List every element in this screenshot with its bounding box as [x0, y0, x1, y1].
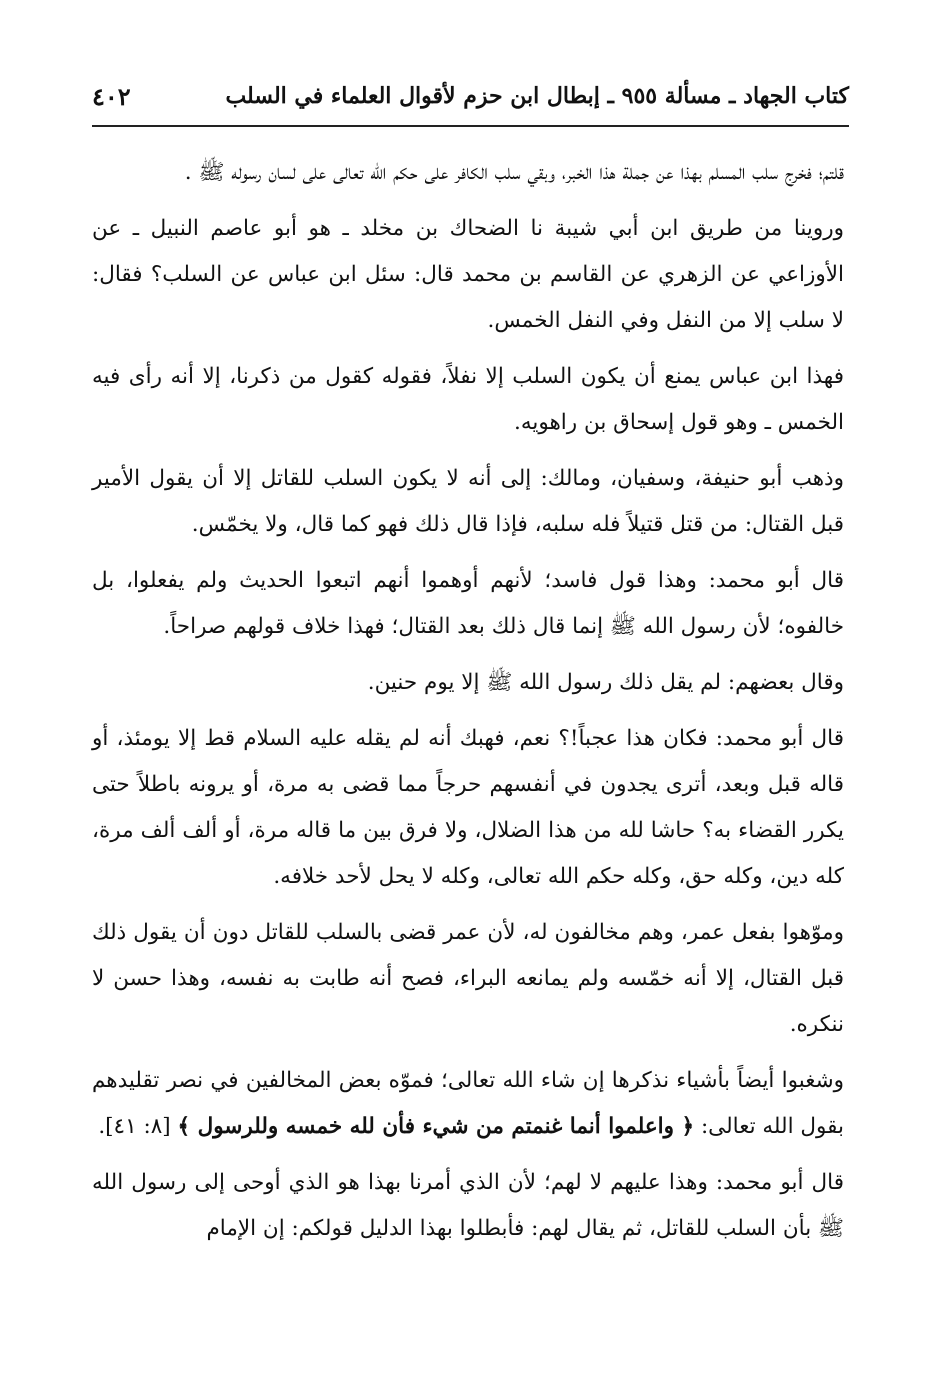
paragraph: قال أبو محمد: وهذا قول فاسد؛ لأنهم أوهموا أنهم اتبعوا الحديث ولم يفعلوا، بل خالفوه؛ لأن رسول الله ﷺ إنما قال ذلك بعد القتال؛ فهذا خلاف قولهم صراحاً.: [92, 568, 844, 639]
paragraph: وذهب أبو حنيفة، وسفيان، ومالك: إلى أنه لا يكون السلب للقاتل إلا أن يقول الأمير قبل القتال: من قتل قتيلاً فله سلبه، فإذا قال ذلك فهو كما قال، ولا يخمّس.: [92, 466, 844, 537]
paragraph: فهذا ابن عباس يمنع أن يكون السلب إلا نفلاً، فقوله كقول من ذكرنا، إلا أنه رأى فيه الخمس ـ وهو قول إسحاق بن راهويه.: [92, 364, 844, 435]
paragraph: قال أبو محمد: فكان هذا عجباً!؟ نعم، فهبك أنه لم يقله عليه السلام قط إلا يومئذ، أو قاله قبل وبعد، أترى يجدون في أنفسهم حرجاً مما قضى به مرة، أو يرونه باطلاً حتى يكرر القضاء به؟ حاشا لله من هذا الضلال، ولا فرق بين ما قاله مرة، أو ألف ألف مرة، كله دين، وكله حق، وكله حكم الله تعالى، وكله لا يحل لأحد خلافه.: [92, 726, 844, 889]
paragraph: قال أبو محمد: وهذا عليهم لا لهم؛ لأن الذي أمرنا بهذا هو الذي أوحى إلى رسول الله ﷺ بأن السلب للقاتل، ثم يقال لهم: فأبطلوا بهذا الدليل قولكم: إن الإمام: [92, 1170, 844, 1241]
header-title: كتاب الجهاد ـ مسألة ٩٥٥ ـ إبطال ابن حزم لأقوال العلماء في السلب: [225, 83, 849, 109]
paragraph-with-quran-quote: [92, 1058, 844, 1150]
header-divider: [92, 125, 849, 127]
paragraph: قلتم؛ فخرج سلب المسلم بهذا عن جملة هذا الخبر، وبقي سلب الكافر على حكم الله تعالى على لسان رسوله ﷺ .: [184, 160, 844, 185]
quran-quote: ﴿ واعلموا أنما غنمتم من شيء فأن لله خمسه وللرسول ﴾: [177, 1114, 695, 1139]
paragraph-text-before: وشغبوا أيضاً بأشياء نذكرها إن شاء الله تعالى؛ فموّه بعض المخالفين في نصر تقليدهم بقول الله تعالى:: [92, 1068, 844, 1139]
paragraph: وروينا من طريق ابن أبي شيبة نا الضحاك بن مخلد ـ هو أبو عاصم النبيل ـ عن الأوزاعي عن الزهري عن القاسم بن محمد قال: سئل ابن عباس عن السلب؟ فقال: لا سلب إلا من النفل وفي النفل الخمس.: [92, 216, 844, 333]
page-number: ٤٠٢: [92, 81, 131, 111]
page-body: [92, 150, 844, 1262]
running-header: [92, 72, 849, 120]
paragraph: وقال بعضهم: لم يقل ذلك رسول الله ﷺ إلا يوم حنين.: [367, 670, 844, 695]
verse-reference: [٨: ٤١].: [98, 1114, 178, 1139]
paragraph: وموّهوا بفعل عمر، وهم مخالفون له، لأن عمر قضى بالسلب للقاتل دون أن يقول ذلك قبل القتال، إلا أنه خمّسه ولم يمانعه البراء، فصح أنه طابت به نفسه، وهذا حسن لا ننكره.: [92, 920, 844, 1037]
